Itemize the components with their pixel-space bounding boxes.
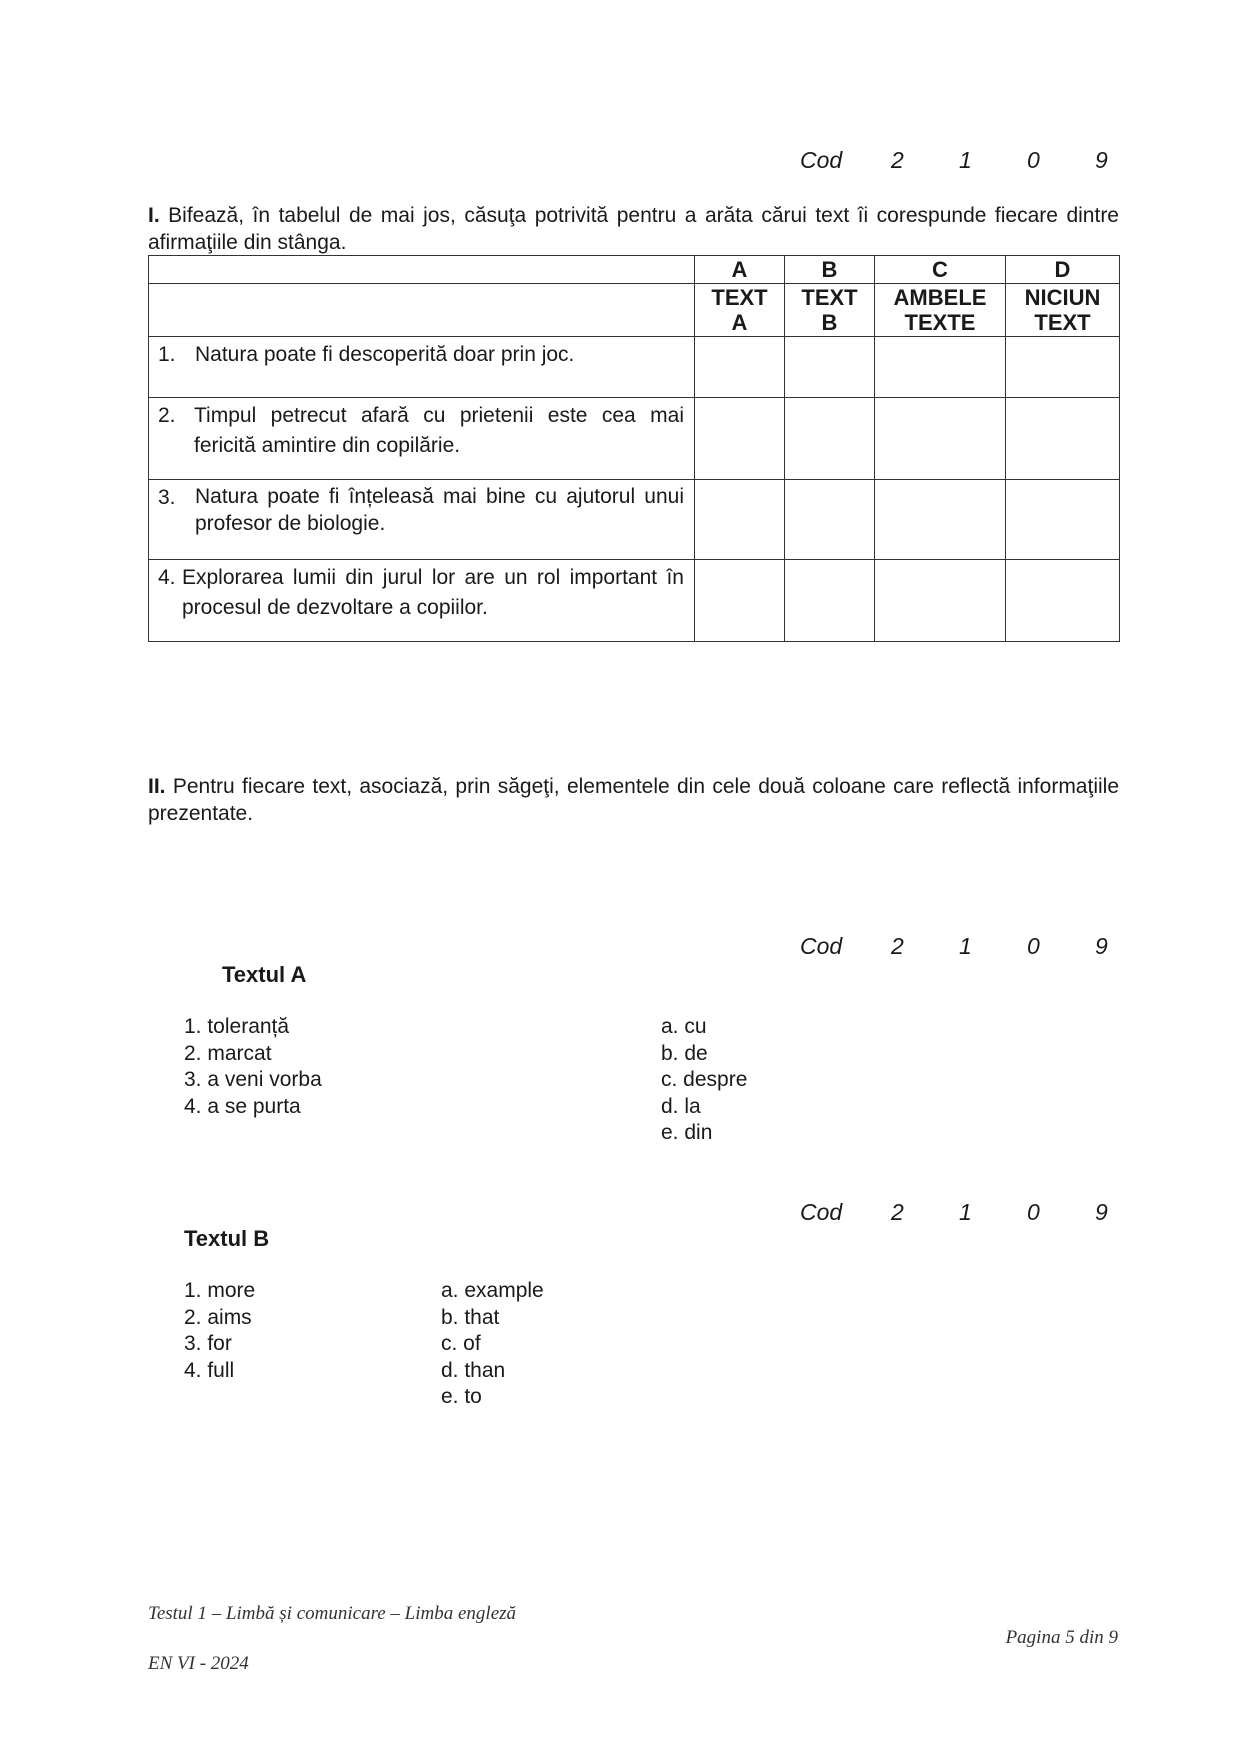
statement-cell (149, 560, 695, 642)
answer-checkbox[interactable] (695, 398, 785, 480)
answer-checkbox[interactable] (1006, 337, 1120, 398)
statement-cell (149, 337, 695, 398)
statement-cell (149, 398, 695, 480)
statement-number: 1. (158, 343, 176, 366)
col-letter: A (695, 256, 785, 284)
text-b-left-column (184, 1278, 255, 1384)
cod-digit: 9 (1095, 147, 1108, 173)
col-letter: D (1006, 256, 1120, 284)
col-letter: B (785, 256, 875, 284)
section2-instruction (148, 773, 1119, 827)
answer-checkbox[interactable] (875, 398, 1006, 480)
col-header-text-a: TEXT A (695, 284, 785, 337)
match-item: 4. a se purta (184, 1094, 301, 1118)
statement-text: Explorarea lumii din jurul lor are un rol important în procesul de dezvoltare a copiilor. (182, 566, 684, 619)
cod-label: Cod (800, 147, 843, 173)
col-letter: C (875, 256, 1006, 284)
answer-checkbox[interactable] (785, 480, 875, 560)
text-b-right-column (441, 1278, 544, 1411)
cod-digit: 2 (891, 1199, 904, 1225)
cod-digit: 0 (1027, 1199, 1040, 1225)
cod-digit: 9 (1095, 1199, 1108, 1225)
cod-digit: 1 (959, 1199, 972, 1225)
text-a-right-column (661, 1014, 747, 1147)
match-option: e. to (441, 1385, 482, 1408)
answer-checkbox[interactable] (875, 480, 1006, 560)
match-option: b. de (661, 1041, 708, 1065)
match-option: d. than (441, 1358, 506, 1382)
cod-digit: 9 (1095, 933, 1108, 959)
section2-roman: II. (148, 775, 166, 798)
footer-test-title: Testul 1 – Limbă și comunicare – Limba engleză (148, 1603, 517, 1624)
cod-digit: 2 (891, 147, 904, 173)
match-option: e. din (661, 1121, 713, 1144)
match-option: b. that (441, 1305, 500, 1329)
cod-digit: 1 (959, 147, 972, 173)
match-item: 3. for (184, 1332, 232, 1355)
col-header-none: NICIUN TEXT (1006, 284, 1120, 337)
answer-checkbox[interactable] (875, 560, 1006, 642)
text-b-title: Textul B (184, 1226, 270, 1251)
col-header-both: AMBELE TEXTE (875, 284, 1006, 337)
footer-exam-label: EN VI - 2024 (148, 1653, 249, 1674)
statement-text: Natura poate fi descoperită doar prin joc. (195, 343, 575, 366)
statement-text: Timpul petrecut afară cu prietenii este cea mai fericită amintire din copilărie. (194, 404, 684, 457)
statement-number: 3. (158, 486, 176, 509)
answer-checkbox[interactable] (1006, 560, 1120, 642)
match-option: a. cu (661, 1015, 707, 1038)
table-blank-header (149, 284, 695, 337)
statement-number: 2. (158, 404, 176, 427)
answer-checkbox[interactable] (785, 398, 875, 480)
answer-checkbox[interactable] (875, 337, 1006, 398)
answer-checkbox[interactable] (695, 480, 785, 560)
section1-text: Bifează, în tabelul de mai jos, căsuţa potrivită pentru a arăta cărui text îi corespunde fiecare dintre afirmaţiile din stânga. (148, 204, 1119, 254)
match-item: 1. toleranță (184, 1015, 290, 1038)
match-item: 2. marcat (184, 1041, 272, 1065)
match-item: 4. full (184, 1358, 235, 1382)
match-option: c. of (441, 1332, 481, 1355)
cod-digit: 2 (891, 933, 904, 959)
footer-page-number: Pagina 5 din 9 (1005, 1627, 1118, 1648)
answer-checkbox[interactable] (785, 560, 875, 642)
cod-label: Cod (800, 1199, 843, 1225)
statement-cell (149, 480, 695, 560)
answer-table (148, 255, 1120, 642)
statement-number: 4. (158, 566, 176, 589)
answer-checkbox[interactable] (695, 337, 785, 398)
answer-checkbox[interactable] (1006, 480, 1120, 560)
match-item: 2. aims (184, 1305, 252, 1329)
match-item: 1. more (184, 1279, 256, 1302)
match-item: 3. a veni vorba (184, 1068, 322, 1091)
cod-digit: 0 (1027, 147, 1040, 173)
match-option: d. la (661, 1094, 701, 1118)
cod-digit: 0 (1027, 933, 1040, 959)
col-header-text-b: TEXT B (785, 284, 875, 337)
statement-text: Natura poate fi înțeleasă mai bine cu ajutorul unui profesor de biologie. (195, 485, 684, 535)
section1-roman: I. (148, 204, 160, 227)
cod-digit: 1 (959, 933, 972, 959)
answer-checkbox[interactable] (695, 560, 785, 642)
text-a-title: Textul A (222, 962, 307, 987)
match-option: a. example (441, 1279, 544, 1302)
answer-checkbox[interactable] (785, 337, 875, 398)
section1-instruction (148, 202, 1119, 256)
text-a-left-column (184, 1014, 322, 1120)
section2-text: Pentru fiecare text, asociază, prin săgeţi, elementele din cele două coloane care reflectă informaţiile prezentate. (148, 775, 1119, 825)
match-option: c. despre (661, 1068, 748, 1091)
answer-checkbox[interactable] (1006, 398, 1120, 480)
table-corner (149, 256, 695, 284)
cod-label: Cod (800, 933, 843, 959)
